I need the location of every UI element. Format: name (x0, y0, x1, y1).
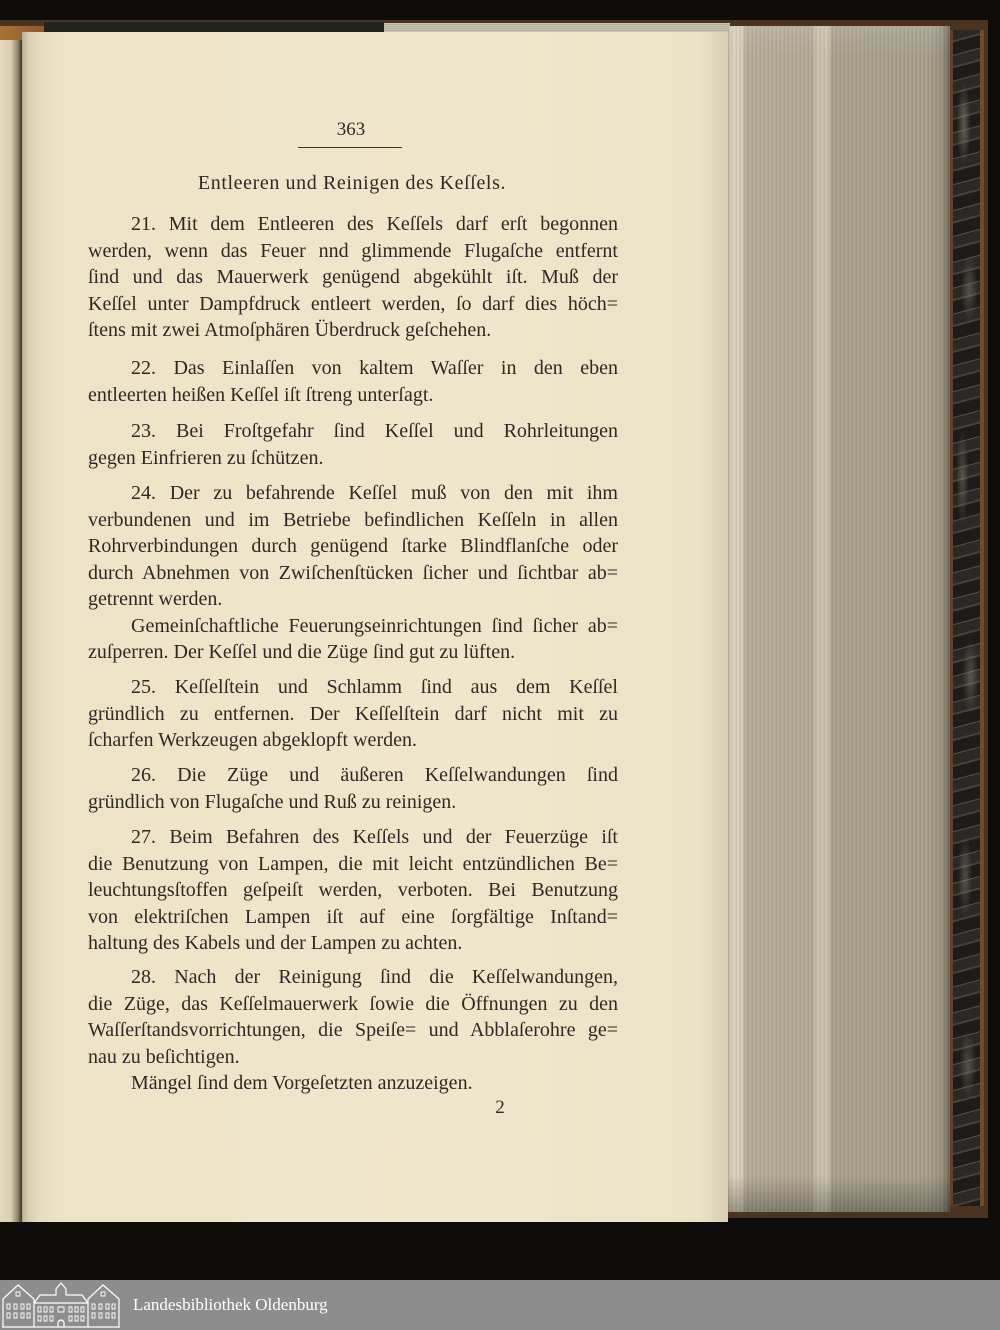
text-line: entleerten heißen Keſſel iſt ſtreng unterſagt. (88, 383, 434, 406)
facing-page-edge (0, 40, 22, 1222)
page-block-top-edge (384, 23, 730, 32)
text-line: nau zu beſichtigen. (88, 1045, 240, 1068)
page-number-rule (298, 147, 402, 148)
library-name: Landesbibliothek Oldenburg (133, 1295, 328, 1314)
text-line: 27. Beim Befahren des Keſſels und der Feuerzüge iſt (131, 826, 618, 848)
book-page (22, 32, 728, 1222)
text-line: die Benutzung von Lampen, die mit leicht entzündlichen Be= (88, 852, 618, 875)
text-line: durch Abnehmen von Zwiſchenſtücken ſicher und ſichtbar ab= (88, 561, 618, 584)
paragraph-21 (88, 211, 618, 344)
building-windows (7, 1292, 115, 1321)
page-block-fore-edge (728, 26, 950, 1212)
text-line: gründlich zu entfernen. Der Keſſelſtein darf nicht mit zu (88, 702, 618, 725)
text-line: Mängel ſind dem Vorgeſetzten anzuzeigen. (131, 1072, 473, 1094)
paragraph-28 (88, 964, 618, 1070)
text-line: 26. Die Züge und äußeren Keſſelwandungen ſind (131, 764, 618, 786)
paragraph-24 (88, 480, 618, 613)
text-line: gründlich von Flugaſche und Ruß zu reinigen. (88, 790, 457, 813)
paragraph-25 (88, 674, 618, 754)
paragraph-23 (88, 418, 618, 471)
paragraph-22 (88, 355, 618, 408)
text-line: leuchtungsſtoffen geſpeiſt werden, verboten. Bei Benutzung (88, 879, 618, 901)
paragraph-24-continued (88, 613, 618, 666)
text-line: 22. Das Einlaſſen von kaltem Waſſer in den eben (131, 357, 618, 379)
signature-mark: 2 (495, 1097, 505, 1118)
text-line: haltung des Kabels und der Lampen zu achten. (88, 932, 463, 954)
text-line: werden, wenn das Feuer nnd glimmende Flugaſche entfernt (88, 239, 618, 262)
text-line: ſcharfen Werkzeugen abgeklopft werden. (88, 729, 417, 751)
marbled-cover-board (950, 30, 984, 1206)
text-line: 21. Mit dem Entleeren des Keſſels darf erſt begonnen (131, 213, 618, 235)
text-line: 25. Keſſelſtein und Schlamm ſind aus dem Keſſel (131, 676, 618, 698)
paragraph-26 (88, 762, 618, 815)
text-line: 24. Der zu befahrende Keſſel muß von den mit ihm (131, 482, 618, 504)
text-line: von elektriſchen Lampen iſt auf eine ſorgfältige Inſtand= (88, 905, 618, 928)
page-number: 363 (336, 119, 366, 140)
text-line: Keſſel unter Dampfdruck entleert werden, ſo darf dies höch= (88, 292, 618, 315)
text-line: ſind und das Mauerwerk genügend abgekühlt iſt. Muß der (88, 266, 618, 288)
text-line: 28. Nach der Reinigung ſind die Keſſelwandungen, (131, 966, 618, 988)
text-line: zuſperren. Der Keſſel und die Züge ſind gut zu lüften. (88, 641, 516, 663)
text-line: Gemeinſchaftliche Feuerungseinrichtungen ſind ſicher ab= (131, 614, 618, 637)
text-line: die Züge, das Keſſelmauerwerk ſowie die Öffnungen zu den (88, 992, 618, 1015)
text-line: ſtens mit zwei Atmoſphären Überdruck geſchehen. (88, 319, 492, 341)
section-heading: Entleeren und Reinigen des Keſſels. (197, 172, 507, 194)
footer-bar (0, 1280, 1000, 1330)
paragraph-28-continued (88, 1070, 618, 1097)
text-line: getrennt werden. (88, 588, 223, 610)
text-line: gegen Einfrieren zu ſchützen. (88, 446, 324, 469)
text-line: verbundenen und im Betriebe befindlichen Keſſeln in allen (88, 508, 618, 531)
text-line: Waſſerſtandsvorrichtungen, die Speiſe= und Abblaſerohre ge= (88, 1019, 618, 1041)
text-line: 23. Bei Froſtgefahr ſind Keſſel und Rohrleitungen (131, 420, 618, 442)
page-body (88, 211, 618, 1097)
library-building-icon (0, 1281, 122, 1329)
text-line: Rohrverbindungen durch genügend ſtarke Blindflanſche oder (88, 535, 618, 557)
paragraph-27 (88, 824, 618, 957)
